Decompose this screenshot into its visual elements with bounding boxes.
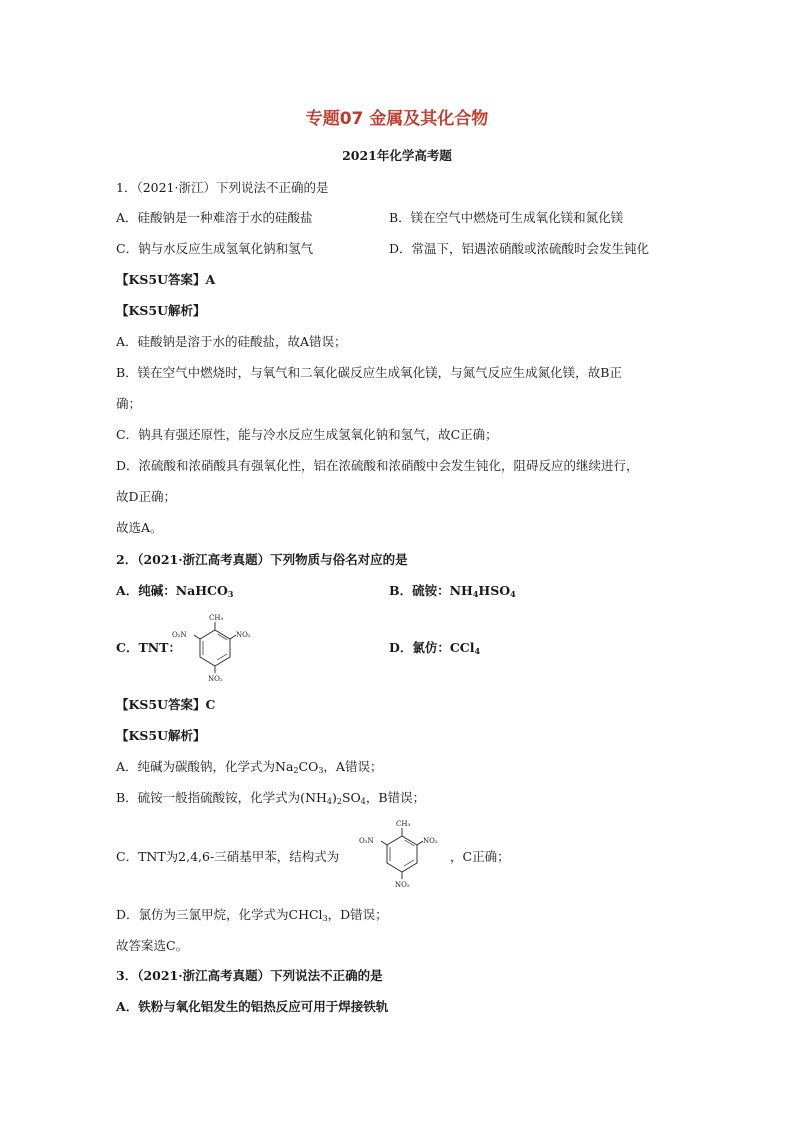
tnt-o2n-left-label: O₂N (359, 837, 374, 845)
tnt-structure-explanation (357, 818, 447, 890)
q2-answer: 【KS5U答案】C (116, 697, 216, 712)
tnt-structure-option (170, 612, 260, 684)
tnt-no2-bottom-label: NO₂ (208, 675, 223, 683)
q1-option-d: D．常温下，铝遇浓硝酸或浓硫酸时会发生钝化 (389, 241, 650, 256)
q1-conclusion: 故选A。 (116, 520, 163, 535)
q2-explanation-a: A．纯碱为碳酸钠，化学式为$Na_2CO_3$，A错误； (116, 759, 383, 775)
document-subtitle: 2021年化学高考题 (342, 148, 452, 163)
q2-analysis-label: 【KS5U解析】 (116, 728, 206, 743)
q1-option-a: A．硅酸钠是一种难溶于水的硅酸盐 (116, 210, 313, 225)
q2-option-d: D．氯仿：CCl$_4$ (389, 640, 481, 656)
q2-option-b: B．硫铵：$NH_4HSO_4$ (389, 583, 516, 599)
q1-explanation-b-cont: 确； (116, 396, 142, 411)
q2-explanation-b: B．硫铵一般指硫酸铵，化学式为$(NH_4)_2SO_4$，B错误； (116, 790, 426, 806)
q1-explanation-d: D．浓硫酸和浓硝酸具有强氧化性，铝在浓硫酸和浓硝酸中会发生钝化，阻碍反应的继续进行， (116, 458, 639, 473)
q1-stem: 1．（2021·浙江）下列说法不正确的是 (116, 180, 329, 195)
q2-explanation-c-end: ，C正确； (450, 849, 510, 864)
tnt-ch3-label: CH₃ (209, 614, 224, 622)
q3-stem: 3．（2021·浙江高考真题）下列说法不正确的是 (116, 968, 383, 983)
q3-option-a: A．铁粉与氧化铝发生的铝热反应可用于焊接铁轨 (116, 999, 389, 1014)
q1-explanation-c: C．钠具有强还原性，能与冷水反应生成氢氧化钠和氢气，故C正确； (116, 427, 498, 442)
tnt-o2n-left-label: O₂N (172, 631, 187, 639)
q1-answer: 【KS5U答案】A (116, 272, 216, 287)
q2-option-c: C．TNT： (116, 640, 181, 655)
q2-option-a: A．纯碱：NaHCO$_3$ (116, 583, 234, 599)
q2-stem: 2．（2021·浙江高考真题）下列物质与俗名对应的是 (116, 552, 408, 567)
q1-explanation-d-cont: 故D正确； (116, 489, 177, 504)
q1-option-b: B．镁在空气中燃烧可生成氧化镁和氮化镁 (389, 210, 624, 225)
q1-explanation-b: B．镁在空气中燃烧时，与氧气和二氧化碳反应生成氧化镁，与氮气反应生成氮化镁，故B正 (116, 365, 622, 380)
q2-explanation-c: C．TNT为2,4,6-三硝基甲苯，结构式为 (116, 849, 340, 864)
tnt-ch3-label: CH₃ (396, 820, 411, 828)
q2-explanation-d: D．氯仿为三氯甲烷，化学式为CHCl$_3$，D错误； (116, 907, 388, 923)
q1-explanation-a: A．硅酸钠是溶于水的硅酸盐，故A错误； (116, 334, 347, 349)
tnt-no2-right-label: NO₂ (423, 837, 438, 845)
q2-conclusion: 故答案选C。 (116, 938, 189, 953)
q1-option-c: C．钠与水反应生成氢氧化钠和氢气 (116, 241, 314, 256)
q1-analysis-label: 【KS5U解析】 (116, 303, 206, 318)
document-title: 专题07 金属及其化合物 (305, 109, 489, 129)
tnt-no2-right-label: NO₂ (236, 631, 251, 639)
tnt-no2-bottom-label: NO₂ (395, 881, 410, 889)
